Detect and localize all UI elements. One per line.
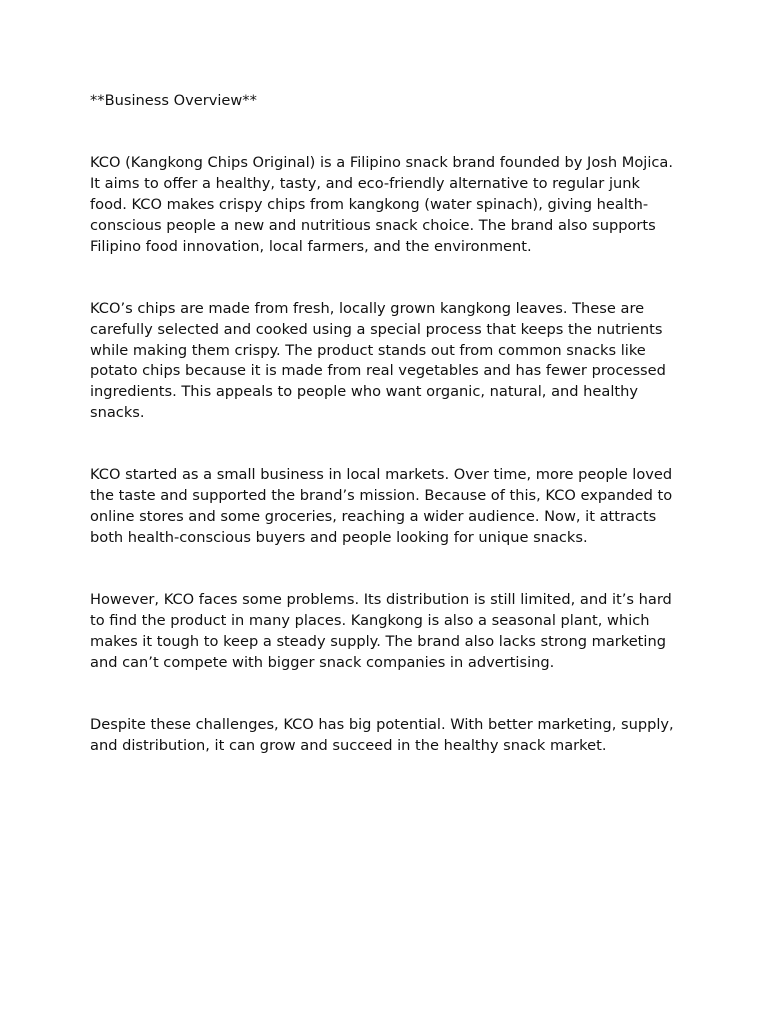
spacer — [90, 549, 680, 591]
paragraph-product: KCO’s chips are made from fresh, locally grown kangkong leaves. These are carefully selected and cooked using a special process that keeps the nutrients while making them crispy. The product stands out from common snacks like potato chips because it is made from real vegetables and has fewer processed ingredients. This appeals to people who want organic, natural, and healthy snacks. — [90, 299, 666, 421]
document-body — [90, 91, 680, 757]
spacer — [90, 112, 680, 154]
paragraph-introduction: KCO (Kangkong Chips Original) is a Filipino snack brand founded by Josh Mojica. It aims to offer a healthy, tasty, and eco-friendly alternative to regular junk food. KCO makes crispy chips from kangkong (water spinach), giving health-conscious people a new and nutritious snack choice. The brand also supports Filipino food innovation, local farmers, and the environment. — [90, 154, 673, 255]
spacer — [90, 673, 680, 715]
paragraph-conclusion: Despite these challenges, KCO has big potential. With better marketing, supply, and distribution, it can grow and succeed in the healthy snack market. — [90, 715, 674, 754]
paragraph-growth: KCO started as a small business in local markets. Over time, more people loved the taste and supported the brand’s mission. Because of this, KCO expanded to online stores and some groceries, reaching a wider audience. Now, it attracts both health-conscious buyers and people looking for unique snacks. — [90, 466, 673, 546]
spacer — [90, 424, 680, 466]
paragraph-challenges: However, KCO faces some problems. Its distribution is still limited, and it’s hard to find the product in many places. Kangkong is also a seasonal plant, which makes it tough to keep a steady supply. The brand also lacks strong marketing and can’t compete with bigger snack companies in advertising. — [90, 591, 672, 671]
document-heading: **Business Overview** — [90, 92, 257, 109]
spacer — [90, 257, 680, 299]
